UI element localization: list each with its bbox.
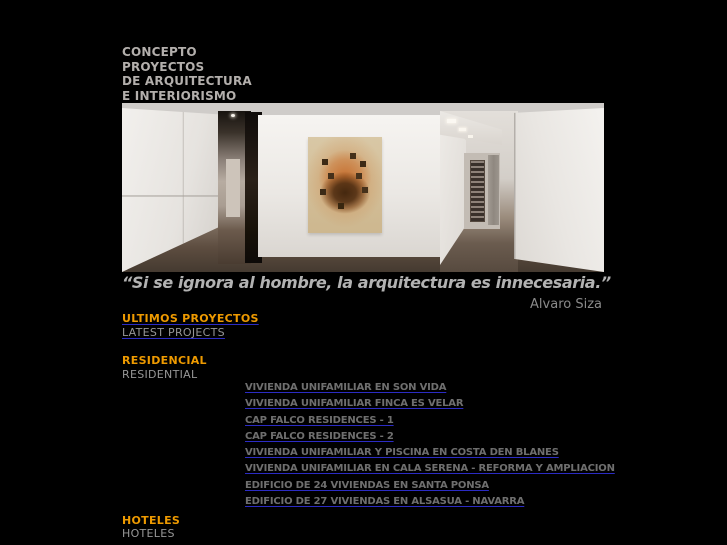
- project-link[interactable]: CAP FALCO RESIDENCES - 1: [245, 414, 394, 426]
- project-link[interactable]: VIVIENDA UNIFAMILIAR Y PISCINA EN COSTA DEN BLANES: [245, 447, 559, 459]
- quote-author: Alvaro Siza: [530, 297, 602, 312]
- quote-text: “Si se ignora al hombre, la arquitectura es innecesaria.”: [122, 273, 611, 292]
- heading-residential-es: RESIDENCIAL: [122, 354, 207, 367]
- photo-artwork: [308, 137, 382, 233]
- photo-right-wall: [514, 108, 604, 272]
- link-latest-projects-en[interactable]: LATEST PROJECTS: [122, 326, 225, 339]
- photo-corridor-far-wall: [464, 153, 500, 229]
- project-link[interactable]: VIVIENDA UNIFAMILIAR EN CALA SERENA - REFORMA Y AMPLIACION: [245, 463, 615, 475]
- heading-residential-en: RESIDENTIAL: [122, 368, 198, 381]
- photo-ceiling-light: [459, 128, 466, 131]
- hero-photo: [122, 103, 604, 272]
- site-title-line: PROYECTOS: [122, 59, 205, 74]
- photo-metal-door: [488, 155, 499, 225]
- photo-ceiling: [122, 103, 604, 112]
- photo-ceiling-light: [447, 119, 456, 123]
- photo-wine-rack: [471, 161, 484, 221]
- photo-artwork-specks: [322, 159, 328, 165]
- link-latest-projects-es[interactable]: ULTIMOS PROYECTOS: [122, 312, 259, 325]
- site-title-line: CONCEPTO: [122, 45, 197, 59]
- photo-left-corridor-farwall: [226, 159, 240, 217]
- site-title: [122, 45, 252, 103]
- photo-ceiling-light: [468, 135, 473, 138]
- heading-hotels-es: HOTELES: [122, 514, 181, 527]
- project-link[interactable]: EDIFICIO DE 24 VIVIENDAS EN SANTA PONSA: [245, 479, 489, 491]
- project-link[interactable]: VIVIENDA UNIFAMILIAR FINCA ES VELAR: [245, 398, 464, 410]
- project-link[interactable]: CAP FALCO RESIDENCES - 2: [245, 430, 394, 442]
- heading-hotels-en: HOTELES: [122, 527, 175, 540]
- project-link[interactable]: EDIFICIO DE 27 VIVIENDAS EN ALSASUA - NAVARRA: [245, 496, 525, 508]
- site-title-line: E INTERIORISMO: [122, 88, 237, 103]
- photo-right-corridor: [440, 111, 518, 272]
- photo-ceiling-light: [231, 114, 235, 117]
- project-link[interactable]: VIVIENDA UNIFAMILIAR EN SON VIDA: [245, 382, 447, 393]
- residential-project-list: [245, 380, 615, 510]
- site-title-line: DE ARQUITECTURA: [122, 74, 252, 88]
